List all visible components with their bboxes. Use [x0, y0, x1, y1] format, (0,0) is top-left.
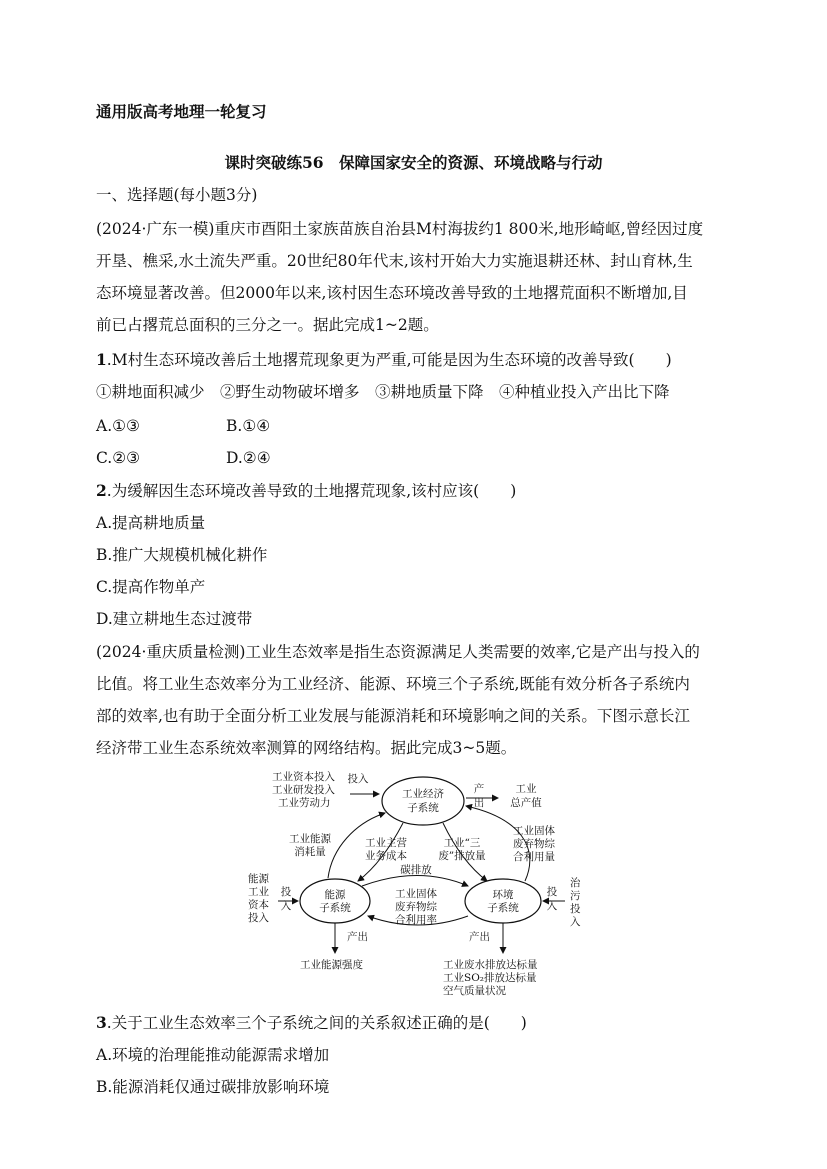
three-wastes-label: 废”排放量: [438, 850, 486, 862]
option-d[interactable]: D.②④: [226, 449, 271, 467]
material1-line: 前已占撂荒总面积的三分之一。据此完成1~2题。: [96, 316, 439, 334]
section-heading: 一、选择题(每小题3分): [96, 186, 258, 204]
pollution-input-label: 入: [570, 916, 581, 928]
econ-output-label: 总产值: [510, 797, 542, 809]
question-1-items: ①耕地面积减少 ②野生动物破坏增多 ③耕地质量下降 ④种植业投入产出比下降: [96, 383, 670, 401]
question-text: .M村生态环境改善后土地撂荒现象更为严重,可能是因为生态环境的改善导致( ): [106, 351, 672, 369]
material2-line: 经济带工业生态系统效率测算的网络结构。据此完成3~5题。: [96, 739, 517, 757]
option-a[interactable]: A.提高耕地质量: [96, 514, 206, 532]
carbon-emission-label: 碳排放: [400, 864, 432, 876]
question-text: .为缓解因生态环境改善导致的土地撂荒现象,该村应该( ): [106, 482, 517, 500]
question-1-stem: [96, 350, 672, 370]
series-header: 通用版高考地理一轮复习: [96, 102, 267, 121]
solid-waste-rate-label: 工业固体: [395, 888, 437, 900]
output-label: 产: [473, 783, 485, 795]
option-a[interactable]: A.①③: [96, 417, 140, 435]
energy-node-label: 子系统: [319, 902, 351, 914]
question-number: 3: [96, 1013, 107, 1032]
economic-node-label: 子系统: [407, 802, 439, 814]
energy-output-label: 工业能源强度: [300, 959, 363, 971]
option-b[interactable]: B.①④: [226, 417, 271, 435]
business-cost-label: 业务成本: [365, 850, 407, 862]
carbon-emission-arrow: [362, 876, 468, 887]
material2-line: 比值。将工业生态效率分为工业经济、能源、环境三个子系统,既能有效分析各子系统内: [96, 675, 690, 693]
option-c[interactable]: C.②③: [96, 449, 141, 467]
question-number: 1: [96, 350, 107, 369]
econ-input-label: 工业研发投入: [272, 784, 335, 796]
energy-node-label: 能源: [324, 889, 346, 901]
material2-line: 部的效率,也有助于全面分析工业发展与能源消耗和环境影响之间的关系。下图示意长江: [96, 707, 690, 725]
solid-waste-rate-label: 合利用率: [395, 914, 437, 926]
output-label: 产出: [469, 931, 490, 943]
economic-node-label: 工业经济: [402, 788, 444, 800]
energy-input-label: 能源: [248, 873, 269, 885]
input-label: 入: [280, 900, 292, 912]
three-wastes-label: 工业“三: [443, 837, 481, 849]
material1-line: (2024·广东一模)重庆市酉阳土家族苗族自治县M村海拔约1 800米,地形崎岖,曾经因过度: [96, 220, 704, 238]
solid-waste-rate-label: 废弃物综: [395, 901, 437, 913]
question-3-stem: [96, 1013, 527, 1033]
material1-line: 态环境显著改善。但2000年以来,该村因生态环境改善导致的土地撂荒面积不断增加,目: [96, 284, 688, 302]
page-title: 课时突破练56 保障国家安全的资源、环境战略与行动: [224, 153, 603, 172]
question-number: 2: [96, 481, 107, 500]
econ-output-label: 工业: [515, 783, 537, 795]
env-output-label: 工业废水排放达标量: [443, 959, 538, 971]
energy-input-label: 工业: [248, 886, 269, 898]
solid-waste-use-label: 工业固体: [513, 825, 555, 837]
option-c[interactable]: C.提高作物单产: [96, 578, 206, 596]
energy-input-label: 投入: [248, 912, 269, 924]
econ-input-label: 工业资本投入: [272, 771, 335, 783]
ecological-efficiency-network-diagram: [240, 768, 600, 1008]
energy-consumption-label: 工业能源: [289, 833, 331, 845]
option-d[interactable]: D.建立耕地生态过渡带: [96, 610, 253, 628]
input-label: 投: [546, 886, 558, 898]
question-text: .关于工业生态效率三个子系统之间的关系叙述正确的是( ): [106, 1014, 527, 1032]
input-label: 投入: [347, 773, 369, 785]
environment-node-label: 环境: [492, 889, 514, 901]
energy-consumption-label: 消耗量: [294, 846, 326, 858]
pollution-input-label: 治: [570, 877, 581, 889]
econ-input-label: 工业劳动力: [278, 797, 331, 809]
env-output-label: 工业SO₂排放达标量: [443, 972, 537, 984]
question-2-stem: [96, 481, 516, 501]
env-output-label: 空气质量状况: [443, 985, 506, 997]
material2-line: (2024·重庆质量检测)工业生态效率是指生态资源满足人类需要的效率,它是产出与投入的: [96, 643, 700, 661]
output-label: 出: [473, 797, 485, 809]
option-b[interactable]: B.推广大规模机械化耕作: [96, 546, 268, 564]
energy-subsystem-node: [300, 879, 370, 923]
energy-input-label: 资本: [248, 899, 269, 911]
environment-node-label: 子系统: [487, 902, 519, 914]
pollution-input-label: 污: [570, 890, 581, 902]
environment-subsystem-node: [465, 879, 541, 923]
option-a[interactable]: A.环境的治理能推动能源需求增加: [96, 1046, 330, 1064]
business-cost-label: 工业主营: [365, 837, 407, 849]
input-label: 入: [546, 900, 558, 912]
solid-waste-use-label: 合利用量: [513, 851, 555, 863]
output-label: 产出: [347, 931, 368, 943]
material1-line: 开垦、樵采,水土流失严重。20世纪80年代末,该村开始大力实施退耕还林、封山育林,生: [96, 252, 693, 270]
economic-subsystem-node: [382, 777, 464, 825]
pollution-input-label: 投: [570, 903, 581, 915]
option-b[interactable]: B.能源消耗仅通过碳排放影响环境: [96, 1078, 330, 1096]
input-label: 投: [280, 886, 292, 898]
solid-waste-use-label: 废弃物综: [513, 838, 555, 850]
